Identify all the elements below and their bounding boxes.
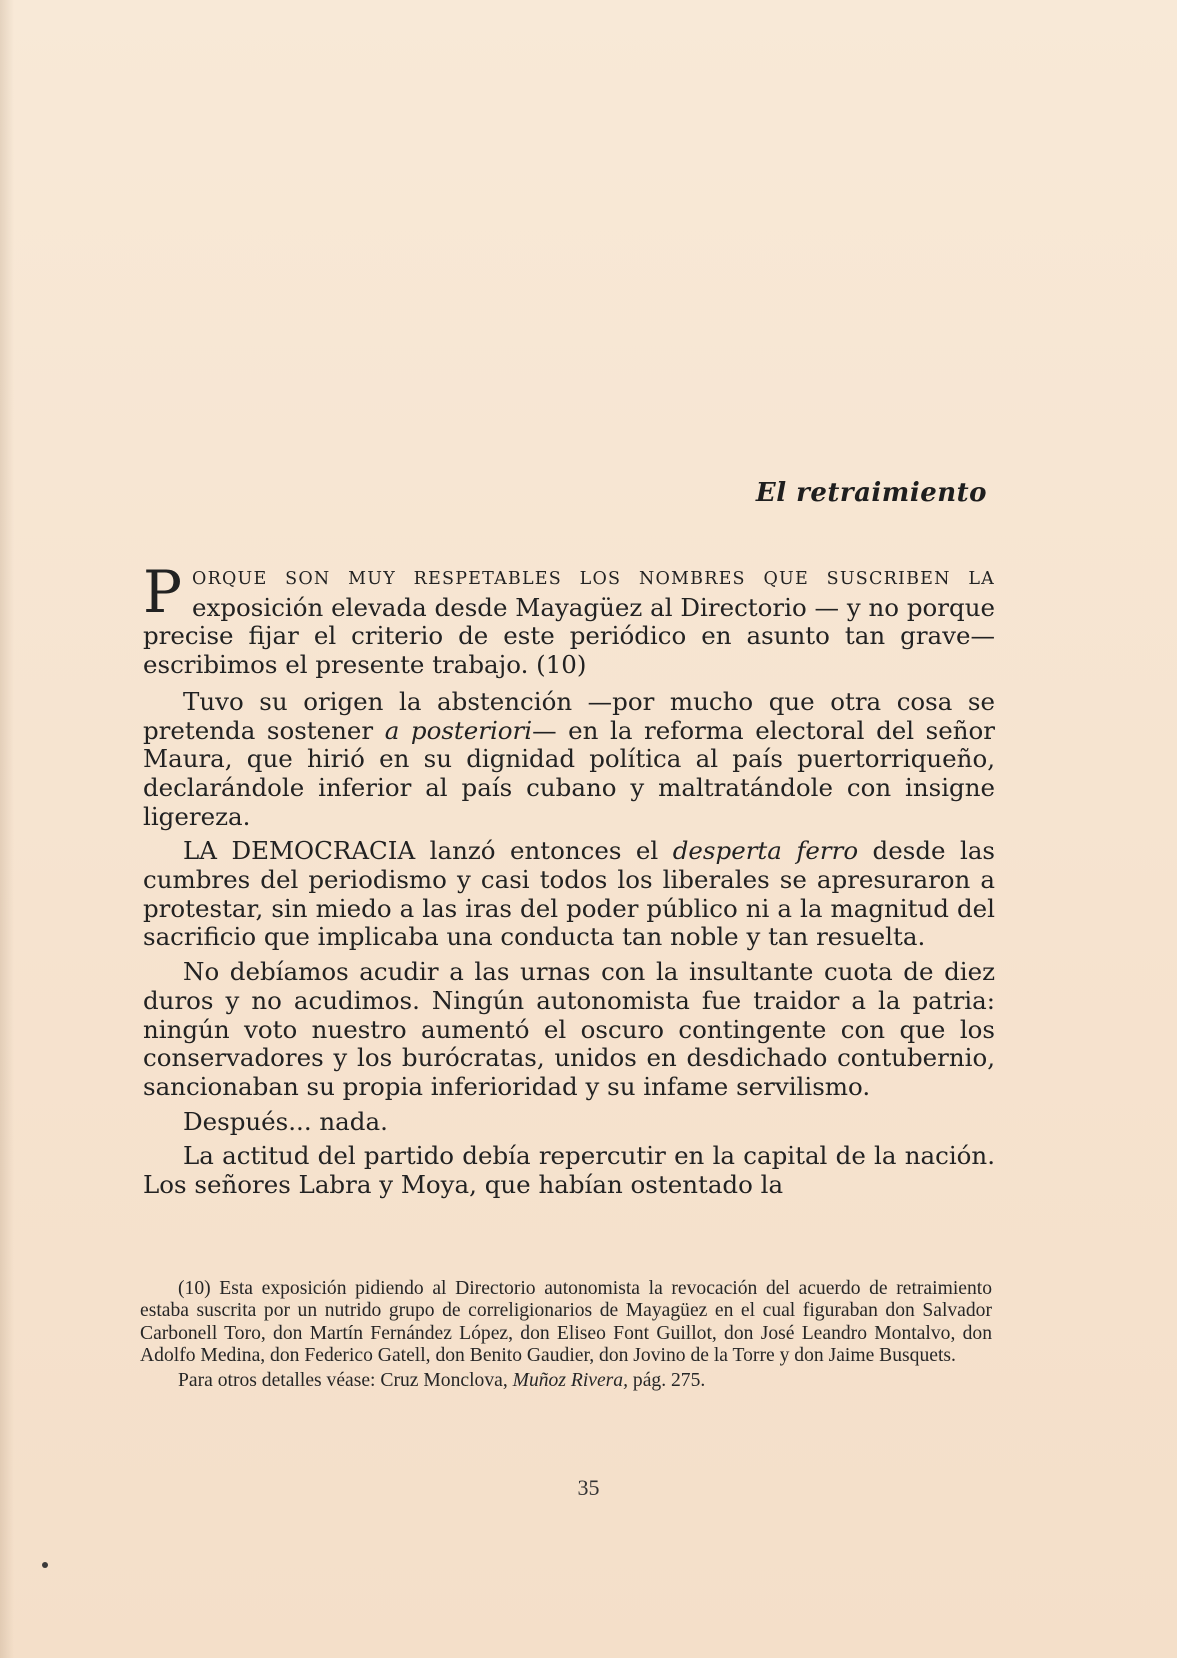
p3-text-before: LA DEMOCRACIA lanzó entonces el [183,836,673,866]
article-paragraph-3 [143,837,995,952]
chapter-title: El retraimiento [755,478,987,508]
article-paragraph-1 [143,558,995,680]
p2-text-before: Tuvo su origen la abstención —por mucho que otra cosa se pretenda sostener [143,686,995,745]
page-number: 35 [577,1475,600,1500]
drop-cap-letter: P [143,558,183,626]
p3-text-after: desde las cumbres del periodismo y casi todos los liberales se apresuraron a protestar, sin miedo a las iras del poder público ni a la magnitud del sacrificio que implicaba una conducta tan noble y tan resuelta. [143,836,995,952]
p3-italic-phrase: desperta ferro [672,836,859,866]
footnote [140,1278,992,1392]
article-paragraph-5: Después... nada. [183,1106,388,1136]
footnote-text-before: Para otros detalles véase: Cruz Monclova, [178,1369,513,1391]
opening-smallcaps: ORQUE SON MUY RESPETABLES LOS NOMBRES QUE SUSCRIBEN LA [192,569,995,589]
footnote-text-after: pág. 275. [628,1369,706,1391]
scan-speck [42,1562,48,1568]
opening-rest-text: exposición elevada desde Mayagüez al Directorio — y no porque precise fijar el criterio de este periódico en asunto tan grave— escribimos el presente trabajo. (10) [143,592,995,680]
footnote-paragraph-1: (10) Esta exposición pidiendo al Directorio autonomista la revocación del acuerdo de retraimiento estaba suscrita por un nutrido grupo de correligionarios de Mayagüez en el cual figuraban don Salvador Carbonell Toro, don Martín Fernández López, don Eliseo Font Guillot, don José Leandro Montalvo, don Adolfo Medina, don Federico Gatell, don Benito Gaudier, don Jovino de la Torre y don Jaime Busquets. [140,1278,992,1367]
footnote-book-title: Muñoz Rivera, [512,1369,628,1391]
article-body [143,558,995,1206]
footnote-paragraph-2 [140,1370,992,1392]
article-paragraph-4: No debíamos acudir a las urnas con la insultante cuota de diez duros y no acudimos. Ningún autonomista fue traidor a la patria: ningún voto nuestro aumentó el oscuro contingente con que los conservadores y los burócratas, unidos en desdichado contubernio, sancionaban su propia inferioridad y su infame servilismo. [143,957,995,1101]
article-paragraph-6: La actitud del partido debía repercutir en la capital de la nación. Los señores Labra y Moya, que habían ostentado la [143,1141,995,1200]
article-paragraph-2 [143,688,995,832]
p2-text-after: — en la reforma electoral del señor Maura, que hirió en su dignidad política al país puertorriqueño, declarándole inferior al país cubano y maltratándole con insigne ligereza. [143,715,995,831]
p2-italic-phrase: a posteriori [384,715,533,745]
page-edge-shadow [0,0,14,1658]
